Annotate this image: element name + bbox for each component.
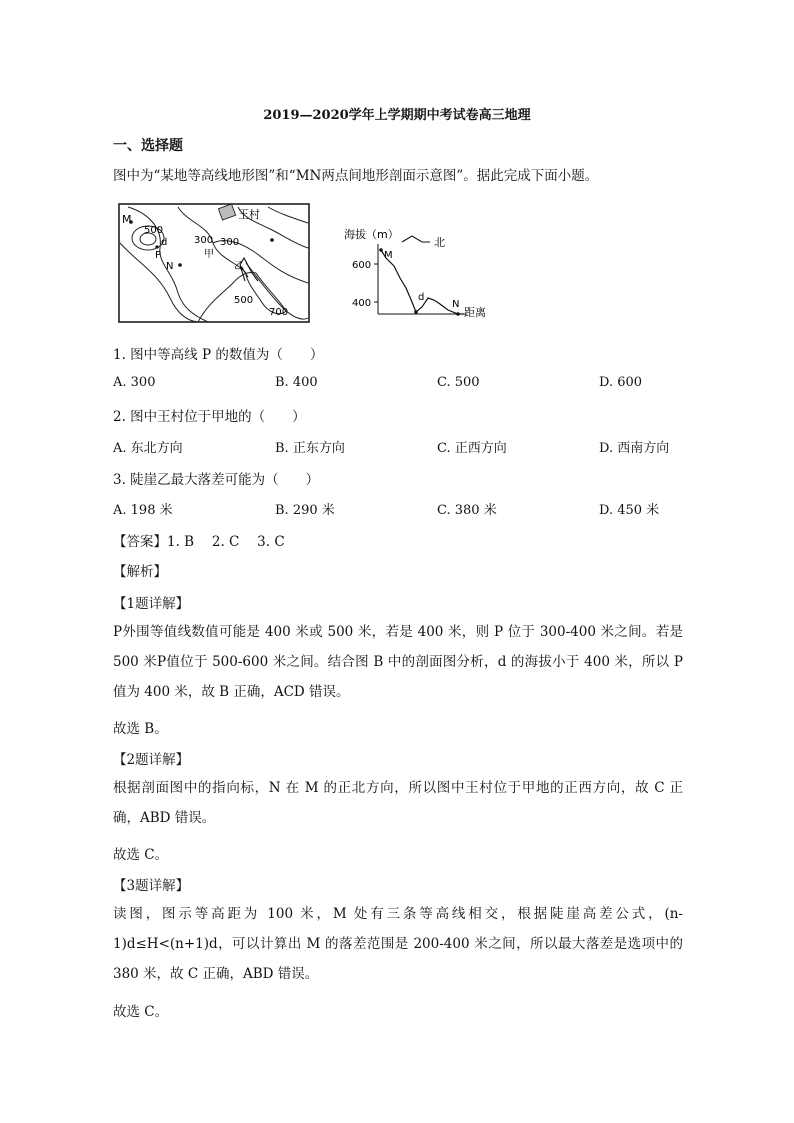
detail-2-heading: 【2题详解】 (113, 752, 190, 768)
question-2: 2. 图中王村位于甲地的（ ） (113, 409, 306, 425)
q2-option-b: B. 正东方向 (275, 441, 345, 456)
q1-option-c: C. 500 (437, 375, 480, 390)
page-title: 2019—2020学年上学期期中考试卷高三地理 (263, 108, 531, 123)
map-label-yi: 乙 (234, 261, 244, 272)
north-arrow-icon (402, 236, 430, 242)
map-label-500a: 500 (144, 225, 164, 236)
profile-d-dot (414, 310, 418, 314)
detail-1-heading: 【1题详解】 (113, 596, 190, 612)
map-label-wang: 王村 (238, 208, 260, 221)
q3-option-d: D. 450 米 (599, 503, 660, 518)
point-jia-dot (270, 238, 274, 242)
section-heading: 一、选择题 (113, 138, 183, 154)
q1-option-b: B. 400 (275, 375, 318, 390)
map-label-n: N (166, 261, 174, 272)
profile-label-n: N (452, 299, 460, 310)
contour-map (118, 203, 310, 323)
profile-m-dot (379, 248, 383, 252)
q3-option-c: C. 380 米 (437, 503, 497, 518)
profile-label-distance: 距离 (464, 306, 486, 319)
q1-option-a: A. 300 (113, 375, 156, 390)
q1-option-d: D. 600 (599, 375, 643, 390)
map-label-300a: 300 (194, 235, 214, 246)
question-1: 1. 图中等高线 P 的数值为（ ） (113, 347, 324, 363)
profile-label-400: 400 (352, 298, 372, 309)
detail-3-body: 读图，图示等高距为 100 米，M 处有三条等高线相交，根据陡崖高差公式，(n-1)d≤H<(n+1)d，可以计算出 M 的落差范围是 200-400 米之间，所以最大落差是选项中的 380 米，故 C 正确，ABD 错误。 (113, 906, 683, 982)
point-p-dot (155, 245, 158, 248)
map-label-m: M (122, 213, 132, 226)
profile-n-dot (456, 312, 460, 316)
q3-option-b: B. 290 米 (275, 503, 335, 518)
question-3: 3. 陡崖乙最大落差可能为（ ） (113, 472, 320, 488)
profile-diagram (340, 222, 500, 324)
map-label-300b: 300 (220, 237, 240, 248)
map-label-p: P (155, 250, 162, 261)
detail-2-choice: 故选 C。 (113, 847, 169, 863)
analysis-heading: 【解析】 (113, 564, 167, 580)
detail-3-heading: 【3题详解】 (113, 878, 190, 894)
profile-label-600: 600 (352, 260, 372, 271)
profile-label-m: M (384, 250, 393, 261)
q2-option-d: D. 西南方向 (599, 441, 670, 456)
q2-option-a: A. 东北方向 (113, 441, 183, 456)
q3-option-a: A. 198 米 (113, 503, 173, 518)
map-label-500b: 500 (234, 295, 254, 306)
profile-label-yaxis: 海拔（m） (344, 228, 399, 241)
detail-2-body: 根据剖面图中的指向标，N 在 M 的正北方向，所以图中王村位于甲地的正西方向，故 C 正确，ABD 错误。 (113, 780, 683, 826)
point-n-dot (178, 263, 182, 267)
map-label-d: d (161, 237, 168, 248)
q2-option-c: C. 正西方向 (437, 441, 507, 456)
profile-label-north: 北 (434, 236, 445, 249)
detail-1-choice: 故选 B。 (113, 721, 168, 737)
answer-line: 【答案】1. B 2. C 3. C (113, 534, 285, 550)
detail-1-body: P外围等值线数值可能是 400 米或 500 米，若是 400 米，则 P 位于 300-400 米之间。若是 500 米P值位于 500-600 米之间。结合图 B 中的剖面图分析，d 的海拔小于 400 米，所以 P 值为 400 米，故 B 正确，ACD 错误。 (113, 624, 683, 700)
detail-3-choice: 故选 C。 (113, 1004, 169, 1020)
profile-label-d: d (418, 292, 425, 303)
map-label-jia: 甲 (204, 249, 214, 260)
map-frame (119, 204, 309, 322)
map-label-700: 700 (269, 307, 289, 318)
intro-text: 图中为“某地等高线地形图”和“MN两点间地形剖面示意图”。据此完成下面小题。 (113, 168, 599, 184)
